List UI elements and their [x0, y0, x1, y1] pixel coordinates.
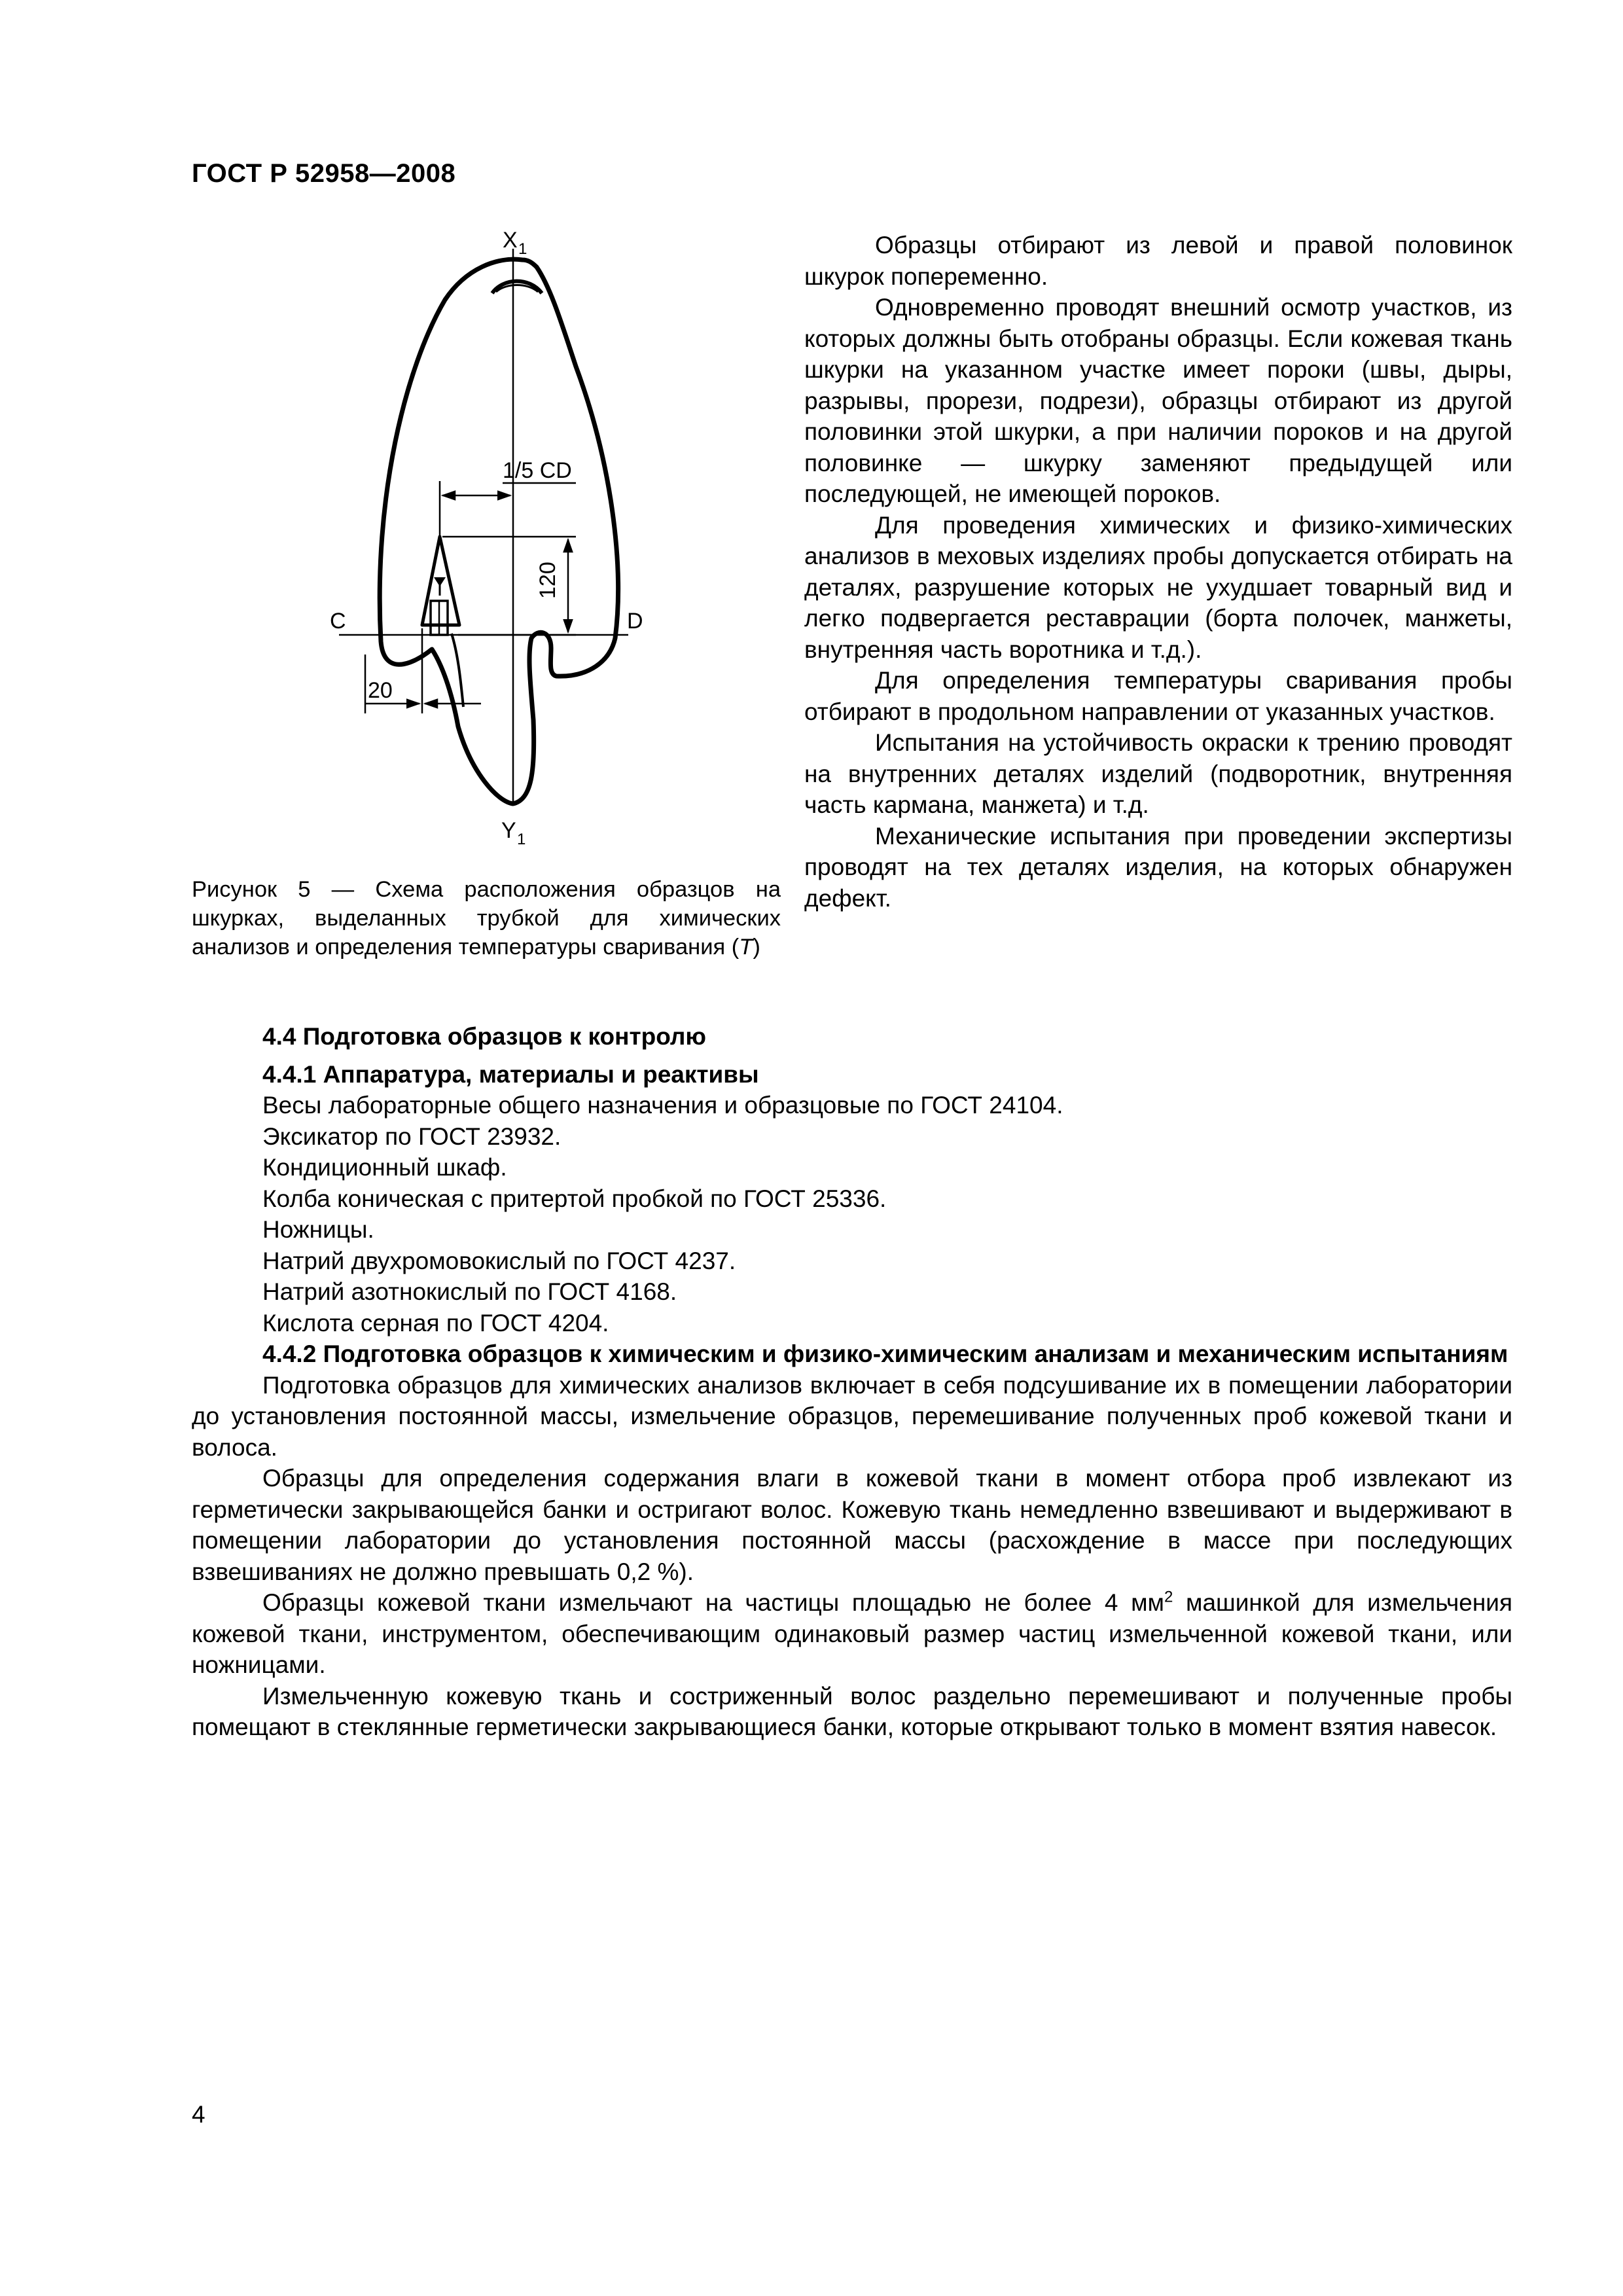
- pelt-diagram-svg: [275, 223, 694, 870]
- pelt-outline: [380, 259, 618, 804]
- label-x1-sub: 1: [518, 240, 527, 258]
- label-dim-offset: 20: [368, 678, 393, 703]
- figure-pelt-diagram: [275, 223, 694, 870]
- paragraph: Образцы отбирают из левой и правой половинок шкурок попеременно.: [804, 232, 1512, 290]
- list-item: Эксикатор по ГОСТ 23932.: [262, 1122, 562, 1150]
- list-item: Ножницы.: [262, 1216, 374, 1243]
- paragraph: Образцы для определения содержания влаги в кожевой ткани в момент отбора проб извлекают из герметически закрывающейся банки и остригают волос. Кожевую ткань немедленно взвешивают и выдерживают в помещении лаборатории до установления постоянной массы (расхождение в массе при последующих взвешиваниях не должно превышать 0,2 %).: [192, 1465, 1512, 1585]
- list-item: Натрий азотнокислый по ГОСТ 4168.: [262, 1278, 677, 1305]
- label-dim-width: 1/5 CD: [503, 458, 572, 483]
- list-item: Кондиционный шкаф.: [262, 1154, 507, 1181]
- section-heading-4-4: 4.4 Подготовка образцов к контролю: [262, 1023, 706, 1050]
- paragraph-particle-size: Образцы кожевой ткани измельчают на частицы площадью не более 4 $мм^2$ машинкой для измельчения кожевой ткани, инструментом, обеспечивающим одинаковый размер частиц измельченной кожевой ткани, или ножницами.: [192, 1588, 1512, 1678]
- label-x1: X: [503, 228, 518, 253]
- paragraph: Механические испытания при проведении экспертизы проводят на тех деталях изделия, на которых обнаружен дефект.: [804, 822, 1512, 912]
- head-arc: [492, 281, 542, 293]
- right-column-text: [804, 230, 1512, 914]
- paragraph: Измельченную кожевую ткань и состриженный волос раздельно перемешивают и полученные пробы помещают в стеклянные герметически закрывающиеся банки, которые открывают только в момент взятия навесок.: [192, 1682, 1512, 1740]
- page-number: 4: [192, 2101, 205, 2128]
- label-dim-height: 120: [535, 562, 560, 599]
- label-y1: Y: [501, 818, 516, 843]
- label-d: D: [627, 609, 643, 634]
- list-item: Колба коническая с притертой пробкой по ГОСТ 25336.: [262, 1185, 887, 1212]
- section-heading-4-4-2: 4.4.2 Подготовка образцов к химическим и физико-химическим анализам и механическим испытаниям: [262, 1340, 1508, 1367]
- section-4-4: [192, 1021, 1512, 1743]
- label-y1-sub: 1: [517, 831, 526, 848]
- paragraph: Для определения температуры сваривания пробы отбирают в продольном направлении от указанных участков.: [804, 667, 1512, 725]
- document-header: ГОСТ Р 52958—2008: [192, 159, 456, 188]
- paragraph: Испытания на устойчивость окраски к трению проводят на внутренних деталях изделий (подворотник, внутренняя часть кармана, манжета) и т.д.: [804, 729, 1512, 818]
- figure-caption: Рисунок 5 — Схема расположения образцов на шкурках, выделанных трубкой для химических анализов и определения температуры сваривания (Т): [192, 877, 781, 960]
- paragraph: Одновременно проводят внешний осмотр участков, из которых должны быть отобраны образцы. Если кожевая ткань шкурки на указанном участке имеет пороки (швы, дыры, разрывы, прорези, подрези), образцы отбирают из другой половинки этой шкурки, а при наличии пороков и на другой половинке — шкурку заменяют предыдущей или последующей, не имеющей пороков.: [804, 294, 1512, 507]
- list-item: Кислота серная по ГОСТ 4204.: [262, 1309, 609, 1336]
- paragraph: Для проведения химических и физико-химических анализов в меховых изделиях пробы допускается отбирать на деталях, разрушение которых не ухудшает товарный вид и легко подвергается реставрации (борта полочек, манжеты, внутренняя часть воротника и т.д.).: [804, 511, 1512, 663]
- list-item: Натрий двухромовокислый по ГОСТ 4237.: [262, 1247, 736, 1274]
- section-heading-4-4-1: 4.4.1 Аппаратура, материалы и реактивы: [262, 1060, 759, 1088]
- list-item: Весы лабораторные общего назначения и образцовые по ГОСТ 24104.: [262, 1092, 1063, 1119]
- paragraph: Подготовка образцов для химических анализов включает в себя подсушивание их в помещении лаборатории до установления постоянной массы, измельчение образцов, перемешивание полученных проб кожевой ткани и волоса.: [192, 1371, 1512, 1461]
- label-c: C: [330, 609, 346, 634]
